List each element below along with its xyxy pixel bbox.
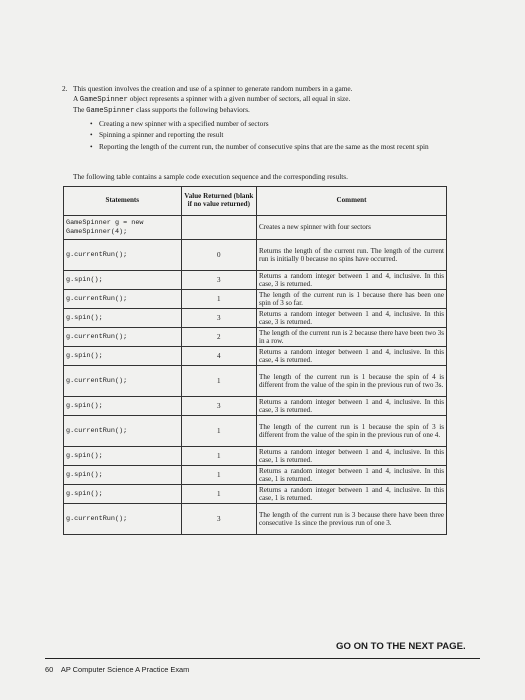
statement-cell: g.spin();	[64, 447, 182, 466]
header-value-returned: Value Returned (blank if no value returned)	[181, 187, 256, 216]
table-row	[64, 347, 447, 366]
table-header-row	[64, 187, 447, 216]
table-row	[64, 397, 447, 416]
statement-cell: g.spin();	[64, 466, 182, 485]
value-cell	[181, 216, 256, 240]
value-cell: 2	[181, 328, 256, 347]
value-cell: 0	[181, 240, 256, 271]
value-cell: 3	[181, 504, 256, 535]
behavior-item: • Reporting the length of the current run, the number of consecutive spins that are the same as the most recent spin	[99, 142, 432, 152]
table-caption: The following table contains a sample code execution sequence and the corresponding results.	[73, 172, 348, 181]
table-row	[64, 309, 447, 328]
statement-cell: g.currentRun();	[64, 240, 182, 271]
table-row	[64, 447, 447, 466]
table-row	[64, 216, 447, 240]
statement-cell: GameSpinner g = new GameSpinner(4);	[64, 216, 182, 240]
comment-cell: Returns the length of the current run. The length of the current run is initially 0 because no spins have occurred.	[257, 240, 447, 271]
statement-cell: g.spin();	[64, 347, 182, 366]
comment-cell: Returns a random integer between 1 and 4, inclusive. In this case, 1 is returned.	[257, 447, 447, 466]
comment-cell: Returns a random integer between 1 and 4, inclusive. In this case, 1 is returned.	[257, 485, 447, 504]
intro-line-3	[73, 105, 432, 117]
class-name-code: GameSpinner	[86, 107, 135, 116]
value-cell: 1	[181, 366, 256, 397]
statement-cell: g.currentRun();	[64, 504, 182, 535]
value-cell: 1	[181, 447, 256, 466]
table-row	[64, 466, 447, 485]
table-row	[64, 366, 447, 397]
table-row	[64, 240, 447, 271]
comment-cell: Returns a random integer between 1 and 4, inclusive. In this case, 3 is returned.	[257, 309, 447, 328]
footer	[45, 665, 189, 674]
value-cell: 3	[181, 271, 256, 290]
table-row	[64, 416, 447, 447]
header-statements: Statements	[64, 187, 182, 216]
comment-cell: The length of the current run is 1 because the spin of 4 is different from the value of the spin in the previous run of two 3s.	[257, 366, 447, 397]
intro-line-2	[73, 94, 432, 106]
comment-cell: Returns a random integer between 1 and 4, inclusive. In this case, 4 is returned.	[257, 347, 447, 366]
statement-cell: g.currentRun();	[64, 328, 182, 347]
statement-cell: g.spin();	[64, 397, 182, 416]
next-page-notice: GO ON TO THE NEXT PAGE.	[336, 641, 466, 652]
intro-line-1: This question involves the creation and use of a spinner to generate random numbers in a game.	[73, 84, 353, 93]
behavior-list	[73, 119, 432, 152]
table-row	[64, 328, 447, 347]
comment-cell: The length of the current run is 2 because there have been two 3s in a row.	[257, 328, 447, 347]
value-cell: 1	[181, 290, 256, 309]
comment-cell: Returns a random integer between 1 and 4, inclusive. In this case, 1 is returned.	[257, 466, 447, 485]
value-cell: 3	[181, 309, 256, 328]
statement-cell: g.currentRun();	[64, 290, 182, 309]
question-intro	[62, 84, 432, 154]
book-title: AP Computer Science A Practice Exam	[60, 665, 190, 674]
statement-cell: g.currentRun();	[64, 416, 182, 447]
intro-line-3-text-end: class supports the following behaviors.	[134, 105, 250, 115]
comment-cell: The length of the current run is 1 because there has been one spin of 3 so far.	[257, 290, 447, 309]
comment-cell: The length of the current run is 3 because there have been three consecutive 1s since the previous run of one 3.	[257, 504, 447, 535]
intro-line-2-text-end: object represents a spinner with a given number of sectors, all equal in size.	[127, 93, 351, 103]
value-cell: 3	[181, 397, 256, 416]
intro-line-2-text: A	[73, 93, 80, 103]
table-row	[64, 290, 447, 309]
value-cell: 4	[181, 347, 256, 366]
statement-cell: g.spin();	[64, 309, 182, 328]
value-cell: 1	[181, 485, 256, 504]
comment-cell: The length of the current run is 1 because the spin of 3 is different from the value of the spin in the previous run of one 4.	[257, 416, 447, 447]
question-body	[73, 84, 432, 152]
page-number: 60	[45, 665, 54, 674]
footer-rule	[45, 658, 480, 659]
table-row	[64, 504, 447, 535]
comment-cell: Returns a random integer between 1 and 4, inclusive. In this case, 3 is returned.	[257, 397, 447, 416]
comment-cell: Creates a new spinner with four sectors	[257, 216, 447, 240]
behavior-item: • Spinning a spinner and reporting the result	[99, 130, 432, 140]
behavior-item: • Creating a new spinner with a specified number of sectors	[99, 119, 432, 129]
header-comment: Comment	[257, 187, 447, 216]
table-row	[64, 485, 447, 504]
execution-table	[63, 186, 447, 535]
table-row	[64, 271, 447, 290]
statement-cell: g.currentRun();	[64, 366, 182, 397]
statement-cell: g.spin();	[64, 485, 182, 504]
value-cell: 1	[181, 466, 256, 485]
intro-line-3-text: The	[73, 105, 87, 115]
question-number: 2.	[62, 84, 68, 93]
statement-cell: g.spin();	[64, 271, 182, 290]
value-cell: 1	[181, 416, 256, 447]
comment-cell: Returns a random integer between 1 and 4, inclusive. In this case, 3 is returned.	[257, 271, 447, 290]
class-name-code: GameSpinner	[79, 95, 128, 104]
